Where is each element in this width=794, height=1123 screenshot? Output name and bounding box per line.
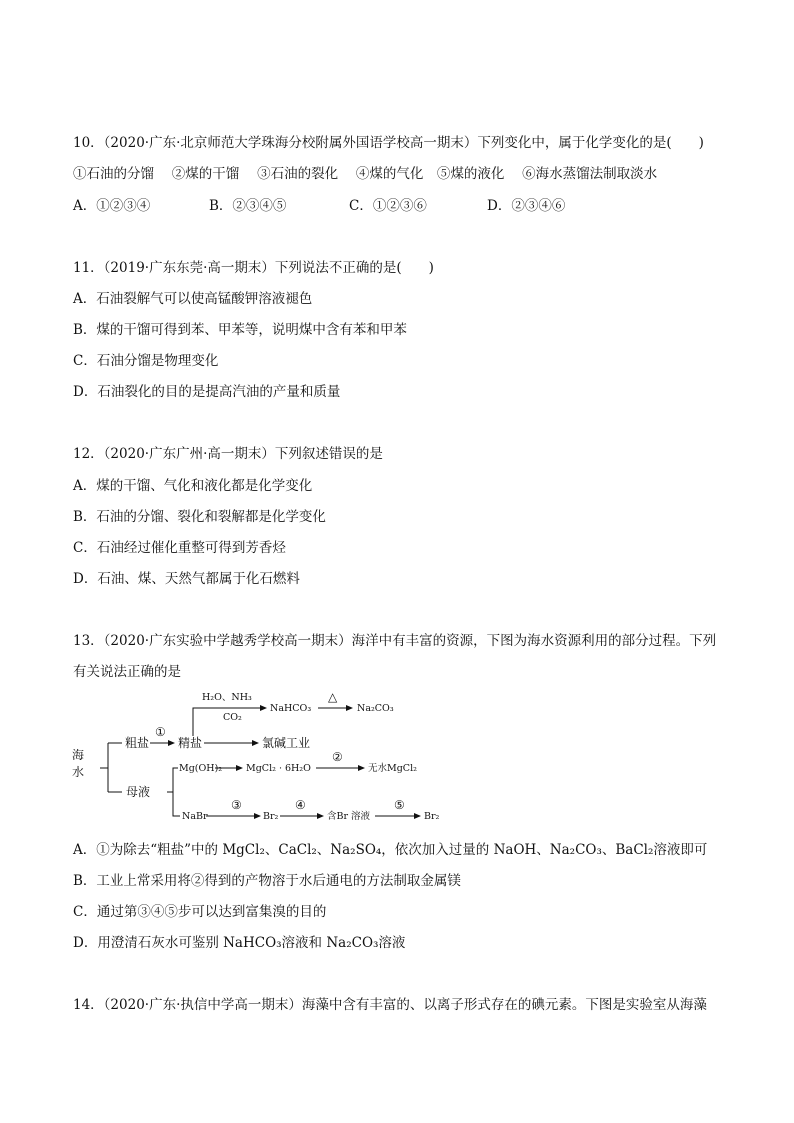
refined-salt-label: 精盐 (178, 736, 203, 750)
q13-stem-line1: 13．（2020·广东实验中学越秀学校高一期末）海洋中有丰富的资源，下图为海水资源利用的部分过程。下列 (73, 633, 717, 649)
q13-option-d: D．用澄清石灰水可鉴别 NaHCO₃溶液和 Na₂CO₃溶液 (73, 935, 406, 951)
step-5-marker: ⑤ (394, 798, 405, 812)
q14-stem: 14．（2020·广东·执信中学高一期末）海藻中含有丰富的、以离子形式存在的碘元素。下图是实验室从海藻 (73, 997, 707, 1013)
q12-option-d: D．石油、煤、天然气都属于化石燃料 (73, 571, 300, 587)
nabr-label: NaBr (182, 811, 208, 822)
chlor-alkali-label: 氯碱工业 (262, 736, 311, 750)
mgcl2-hydrate-label: MgCl₂ · 6H₂O (246, 763, 311, 774)
q11-stem: 11．（2019·广东东莞·高一期末）下列说法不正确的是( ) (73, 260, 434, 276)
step-1-marker: ① (155, 725, 166, 739)
source-label-bottom: 水 (72, 765, 85, 779)
q11-option-d: D．石油裂化的目的是提高汽油的产量和质量 (73, 384, 341, 400)
q10-option-a: A．①②③④ (73, 198, 151, 214)
q12-stem: 12．（2020·广东广州·高一期末）下列叙述错误的是 (73, 446, 383, 462)
br2-first-label: Br₂ (263, 811, 279, 822)
q11-option-c: C．石油分馏是物理变化 (73, 353, 219, 369)
q10-option-c: C．①②③⑥ (349, 198, 427, 214)
q11-option-a: A．石油裂解气可以使高锰酸钾溶液褪色 (73, 291, 313, 307)
q12-option-c: C．石油经过催化重整可得到芳香烃 (73, 540, 286, 556)
mother-liquor-label: 母液 (126, 785, 151, 799)
q12-option-b: B．石油的分馏、裂化和裂解都是化学变化 (73, 509, 326, 525)
anhydrous-mgcl2-label: 无水MgCl₂ (368, 763, 417, 774)
q11-option-b: B．煤的干馏可得到苯、甲苯等，说明煤中含有苯和甲苯 (73, 322, 407, 338)
na2co3-label: Na₂CO₃ (357, 703, 394, 714)
step-2-marker: ② (332, 750, 343, 764)
q10-option-d: D．②③④⑥ (487, 198, 566, 214)
q13-option-c: C．通过第③④⑤步可以达到富集溴的目的 (73, 904, 327, 920)
reagents-top-label: H₂O、NH₃ (202, 692, 252, 703)
seawater-process-diagram (70, 688, 490, 833)
q13-option-b: B．工业上常采用将②得到的产物溶于水后通电的方法制取金属镁 (73, 873, 461, 889)
step-3-marker: ③ (231, 798, 242, 812)
q10-options (73, 197, 565, 215)
q10-stem: 10．（2020·广东·北京师范大学珠海分校附属外国语学校高一期末）下列变化中，属于化学变化的是( ) (73, 135, 704, 151)
mgoh2-label: Mg(OH)₂ (179, 763, 223, 774)
br2-second-label: Br₂ (424, 811, 440, 822)
q10-items: ①石油的分馏 ②煤的干馏 ③石油的裂化 ④煤的气化 ⑤煤的液化 ⑥海水蒸馏法制取淡水 (73, 166, 658, 182)
q13-option-a: A．①为除去“粗盐”中的 MgCl₂、CaCl₂、Na₂SO₄，依次加入过量的 NaOH、Na₂CO₃、BaCl₂溶液即可 (73, 842, 708, 858)
crude-salt-label: 粗盐 (125, 736, 150, 750)
br-solution-label: 含Br 溶液 (327, 811, 371, 822)
heat-symbol: △ (328, 690, 338, 704)
reagents-bottom-label: CO₂ (223, 712, 242, 723)
q10-option-b: B．②③④⑤ (209, 198, 287, 214)
nahco3-label: NaHCO₃ (270, 703, 312, 714)
q12-option-a: A．煤的干馏、气化和液化都是化学变化 (73, 478, 313, 494)
q13-stem-line2: 有关说法正确的是 (73, 664, 181, 680)
source-label-top: 海 (72, 748, 85, 762)
step-4-marker: ④ (295, 798, 306, 812)
